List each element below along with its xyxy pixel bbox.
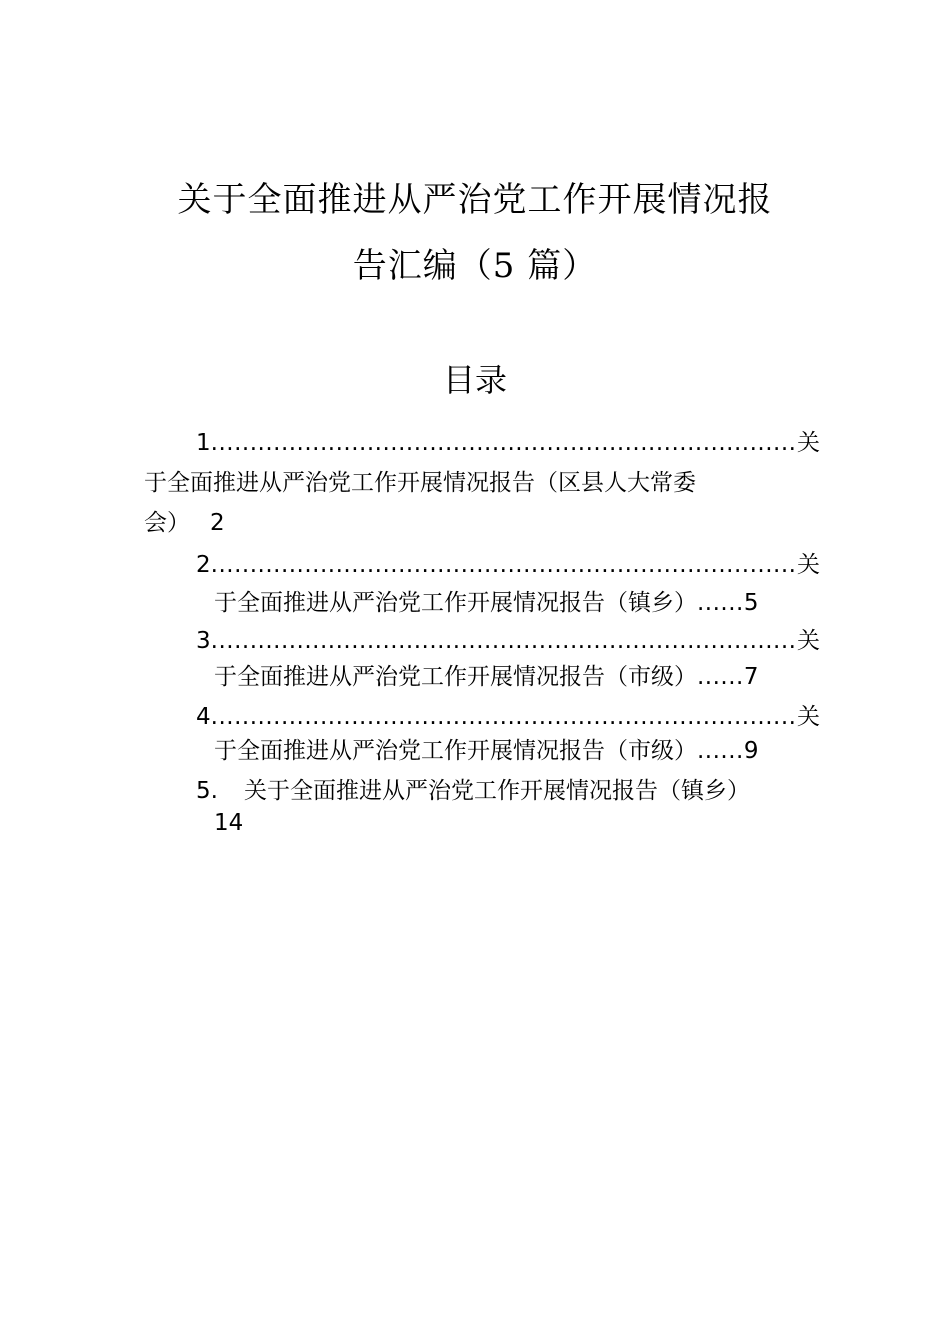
document-title-line-1: 关于全面推进从严治党工作开展情况报 [177, 180, 773, 220]
toc-entry-first-char: 关 [797, 430, 820, 456]
toc-entry-number: 3 [196, 628, 211, 654]
toc-heading: 目录 [442, 361, 507, 399]
toc-entry-3-line-2[interactable] [214, 659, 759, 695]
toc-entry-first-char: 关 [797, 704, 820, 730]
dot-leader [211, 623, 797, 659]
toc-entry-first-char: 关 [797, 628, 820, 654]
toc-entry-number: 1 [196, 430, 211, 456]
toc-entry-first-char: 关 [797, 552, 820, 578]
document-title-line-2: 告汇编（5 篇） [352, 246, 598, 286]
dot-leader: ...... [697, 664, 744, 690]
dot-leader: ...... [697, 590, 744, 616]
toc-entry-1-line-3[interactable] [144, 505, 225, 541]
toc-entry-title-cont: 会） [144, 510, 190, 536]
toc-entry-title: 于全面推进从严治党工作开展情况报告（市级） [214, 664, 697, 690]
dot-leader [211, 547, 797, 583]
toc-entry-number: 2 [196, 552, 211, 578]
toc-entry-4-line-2[interactable] [214, 733, 759, 769]
toc-entry-number: 4 [196, 704, 211, 730]
dot-leader [211, 699, 797, 735]
toc-entry-3-line-1[interactable] [196, 623, 820, 659]
toc-entry-page-number: 9 [743, 738, 759, 764]
toc-entry-title: 于全面推进从严治党工作开展情况报告（市级） [214, 738, 697, 764]
toc-entry-1-line-2[interactable] [144, 465, 696, 501]
toc-entry-page-number: 2 [210, 510, 225, 536]
toc-entry-2-line-1[interactable] [196, 547, 820, 583]
toc-entry-title: 于全面推进从严治党工作开展情况报告（区县人大常委 [144, 470, 696, 496]
toc-entry-page-number: 5 [743, 590, 759, 616]
dot-leader [211, 425, 797, 461]
toc-entry-4-line-1[interactable] [196, 699, 820, 735]
toc-entry-1-line-1[interactable] [196, 425, 820, 461]
toc-entry-page-number: 14 [214, 810, 244, 836]
dot-leader: ...... [697, 738, 744, 764]
toc-entry-title: 关于全面推进从严治党工作开展情况报告（镇乡） [243, 778, 750, 804]
toc-entry-page-number: 7 [743, 664, 759, 690]
toc-entry-title: 于全面推进从严治党工作开展情况报告（镇乡） [214, 590, 697, 616]
toc-entry-5-line-2[interactable] [214, 805, 243, 841]
toc-entry-number: 5. [196, 778, 218, 804]
toc-entry-5-line-1[interactable] [196, 773, 750, 809]
toc-entry-2-line-2[interactable] [214, 585, 759, 621]
